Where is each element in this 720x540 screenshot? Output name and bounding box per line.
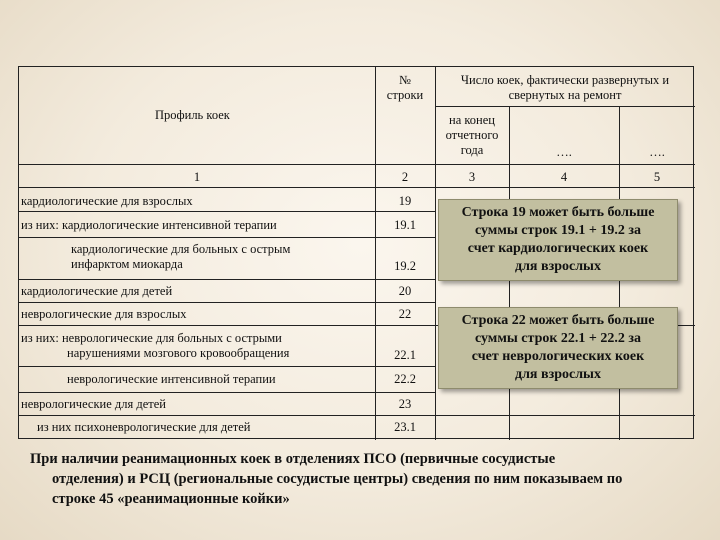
header-col-divider-line	[435, 106, 695, 107]
row-code: 20	[398, 284, 412, 298]
col-number: 4	[560, 170, 568, 184]
row-code: 23.1	[394, 420, 416, 434]
row-code: 23	[398, 397, 412, 411]
dots-header-2: ….	[649, 145, 665, 159]
callout-row-22: Строка 22 может быть больше суммы строк 22.1 + 22.2 за счет неврологических коек для взрослых	[438, 307, 678, 389]
col-number: 5	[653, 170, 661, 184]
colnum-bottom-line	[19, 187, 695, 188]
row-number-header: № строки	[386, 73, 424, 102]
row-label: из них психоневрологические для детей	[37, 420, 251, 434]
row-code: 19.2	[394, 259, 416, 273]
header-bottom-line	[19, 164, 695, 165]
row-label: из них: неврологические для больных с острыми нарушениями мозгового кровообращения	[21, 331, 290, 360]
row-code: 19	[398, 194, 412, 208]
row-line	[19, 366, 435, 367]
row-line	[19, 392, 435, 393]
row-label: неврологические для детей	[21, 397, 166, 411]
beds-group-header: Число коек, фактически развернутых и свернутых на ремонт	[460, 73, 670, 102]
profile-header: Профиль коек	[155, 108, 230, 122]
row-code: 22	[398, 307, 412, 321]
row-code: 22.2	[394, 372, 416, 386]
callout-row-19: Строка 19 может быть больше суммы строк 19.1 + 19.2 за счет кардиологических коек для взрослых	[438, 199, 678, 281]
row-label: кардиологические для детей	[21, 284, 173, 298]
row-line	[19, 302, 435, 303]
row-label: кардиологические для взрослых	[21, 194, 193, 208]
row-line	[19, 211, 435, 212]
footnote: При наличии реанимационных коек в отделениях ПСО (первичные сосудистые отделения) и РСЦ (региональные сосудистые центры) сведения по ним показываем по строке 45 «реанимационные койки»	[30, 451, 623, 507]
end-period-header: на конец отчетного года	[445, 113, 499, 157]
row-code: 22.1	[394, 348, 416, 362]
row-label: кардиологические для больных с острым инфарктом миокарда	[71, 242, 291, 271]
col-number: 2	[401, 170, 409, 184]
col-number: 1	[193, 170, 201, 184]
row-code: 19.1	[394, 218, 416, 232]
row-line	[19, 415, 695, 416]
row-line	[19, 279, 435, 280]
row-label: неврологические для взрослых	[21, 307, 187, 321]
row-label: из них: кардиологические интенсивной терапии	[21, 218, 277, 232]
row-line	[19, 237, 435, 238]
dots-header-1: ….	[556, 145, 572, 159]
col-number: 3	[468, 170, 476, 184]
row-label: неврологические интенсивной терапии	[67, 372, 276, 386]
